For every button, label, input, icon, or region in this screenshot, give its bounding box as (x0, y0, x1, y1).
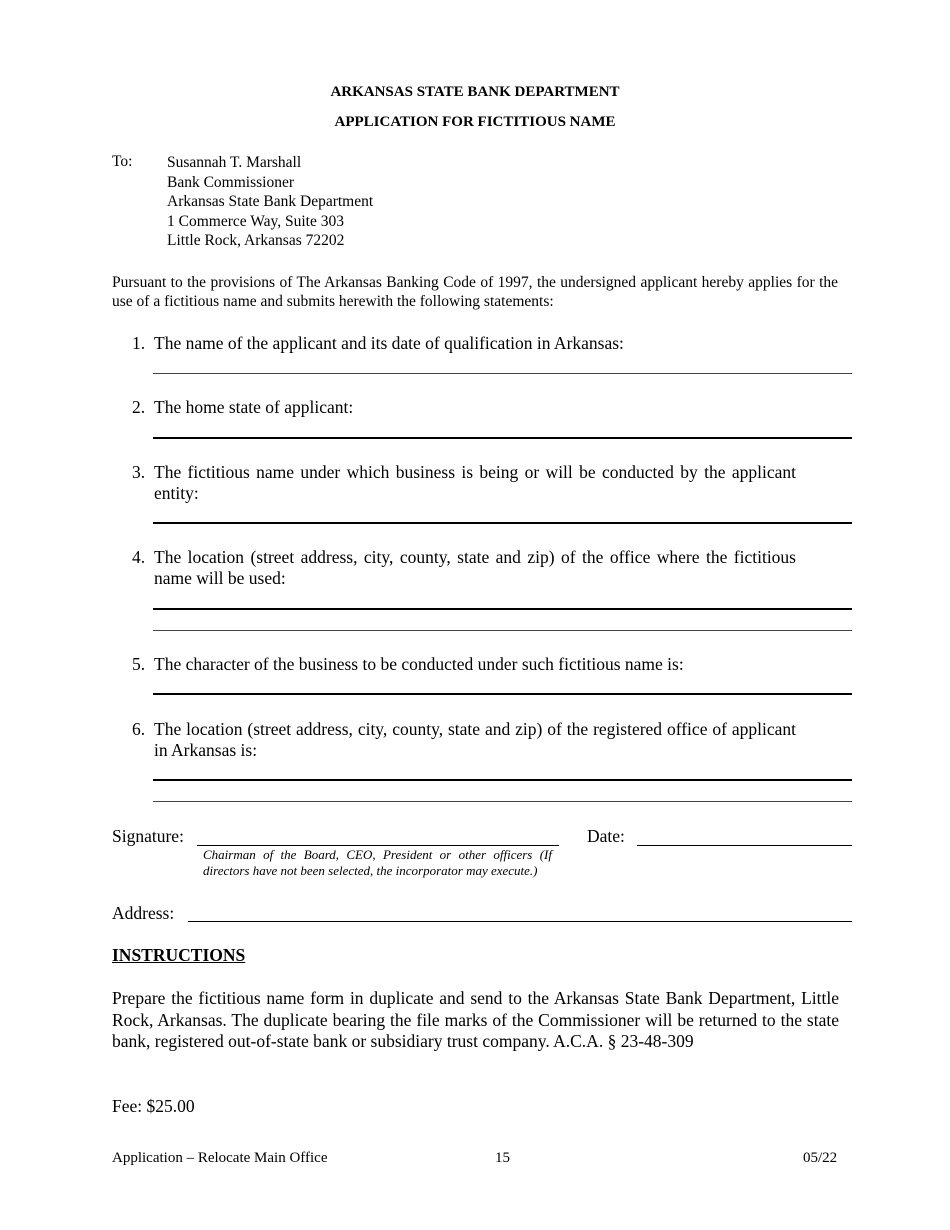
signature-label: Signature: (112, 826, 184, 846)
item-number: 1. (132, 333, 146, 353)
date-label: Date: (587, 826, 625, 846)
address-label: Address: (112, 903, 175, 923)
item-text: The location (street address, city, county, state and zip) of the registered office of applicant in Arkansas is: (154, 719, 796, 760)
item-4-answer-line[interactable] (153, 608, 852, 610)
signature-line[interactable] (197, 845, 559, 846)
addressee-line: Susannah T. Marshall (167, 154, 302, 171)
item-text: The character of the business to be conducted under such fictitious name is: (154, 654, 684, 674)
addressee-line: 1 Commerce Way, Suite 303 (167, 212, 344, 230)
item-text: The name of the applicant and its date of qualification in Arkansas: (154, 333, 624, 353)
item-number: 6. (132, 719, 146, 739)
item-text: The home state of applicant: (154, 397, 354, 417)
form-title: APPLICATION FOR FICTITIOUS NAME (334, 114, 616, 130)
item-3-answer-line[interactable] (153, 522, 852, 524)
item-4-answer-line[interactable] (153, 630, 852, 631)
addressee-line: Little Rock, Arkansas 72202 (167, 232, 345, 250)
signature-note: Chairman of the Board, CEO, President or other officers (If directors have not been selected, the incorporator may execute.) (203, 847, 552, 878)
footer-form-name: Application – Relocate Main Office (112, 1150, 328, 1166)
item-number: 3. (132, 462, 146, 482)
item-number: 4. (132, 547, 146, 567)
footer-page-number: 15 (495, 1150, 510, 1166)
item-5-answer-line[interactable] (153, 693, 852, 695)
item-2-answer-line[interactable] (153, 437, 852, 439)
item-1-answer-line[interactable] (153, 373, 852, 374)
department-heading: ARKANSAS STATE BANK DEPARTMENT (330, 84, 620, 100)
addressee-line: Bank Commissioner (167, 173, 295, 191)
item-number: 5. (132, 654, 146, 674)
item-number: 2. (132, 397, 146, 417)
instructions-body: Prepare the fictitious name form in duplicate and send to the Arkansas State Bank Department, Little Rock, Arkansas. The duplicate bearing the file marks of the Commissioner will be returned to the state bank, registered out-of-state bank or subsidiary trust company. A.C.A. § 23-48-309 (112, 988, 839, 1051)
date-line[interactable] (637, 845, 852, 846)
intro-paragraph: Pursuant to the provisions of The Arkansas Banking Code of 1997, the undersigned applicant hereby applies for the use of a fictitious name and submits herewith the following statements: (112, 274, 838, 310)
fee-text: Fee: $25.00 (112, 1096, 195, 1116)
item-6-answer-line[interactable] (153, 801, 852, 802)
item-text: The location (street address, city, county, state and zip) of the office where the fictitious name will be used: (154, 547, 796, 588)
instructions-heading: INSTRUCTIONS (112, 945, 246, 965)
footer-date: 05/22 (803, 1150, 838, 1166)
item-6-answer-line[interactable] (153, 779, 852, 781)
addressee-block (167, 153, 373, 251)
addressee-line: Arkansas State Bank Department (167, 193, 374, 211)
to-label: To: (112, 153, 133, 170)
item-text: The fictitious name under which business is being or will be conducted by the applicant entity: (154, 462, 796, 503)
address-line[interactable] (188, 921, 852, 922)
